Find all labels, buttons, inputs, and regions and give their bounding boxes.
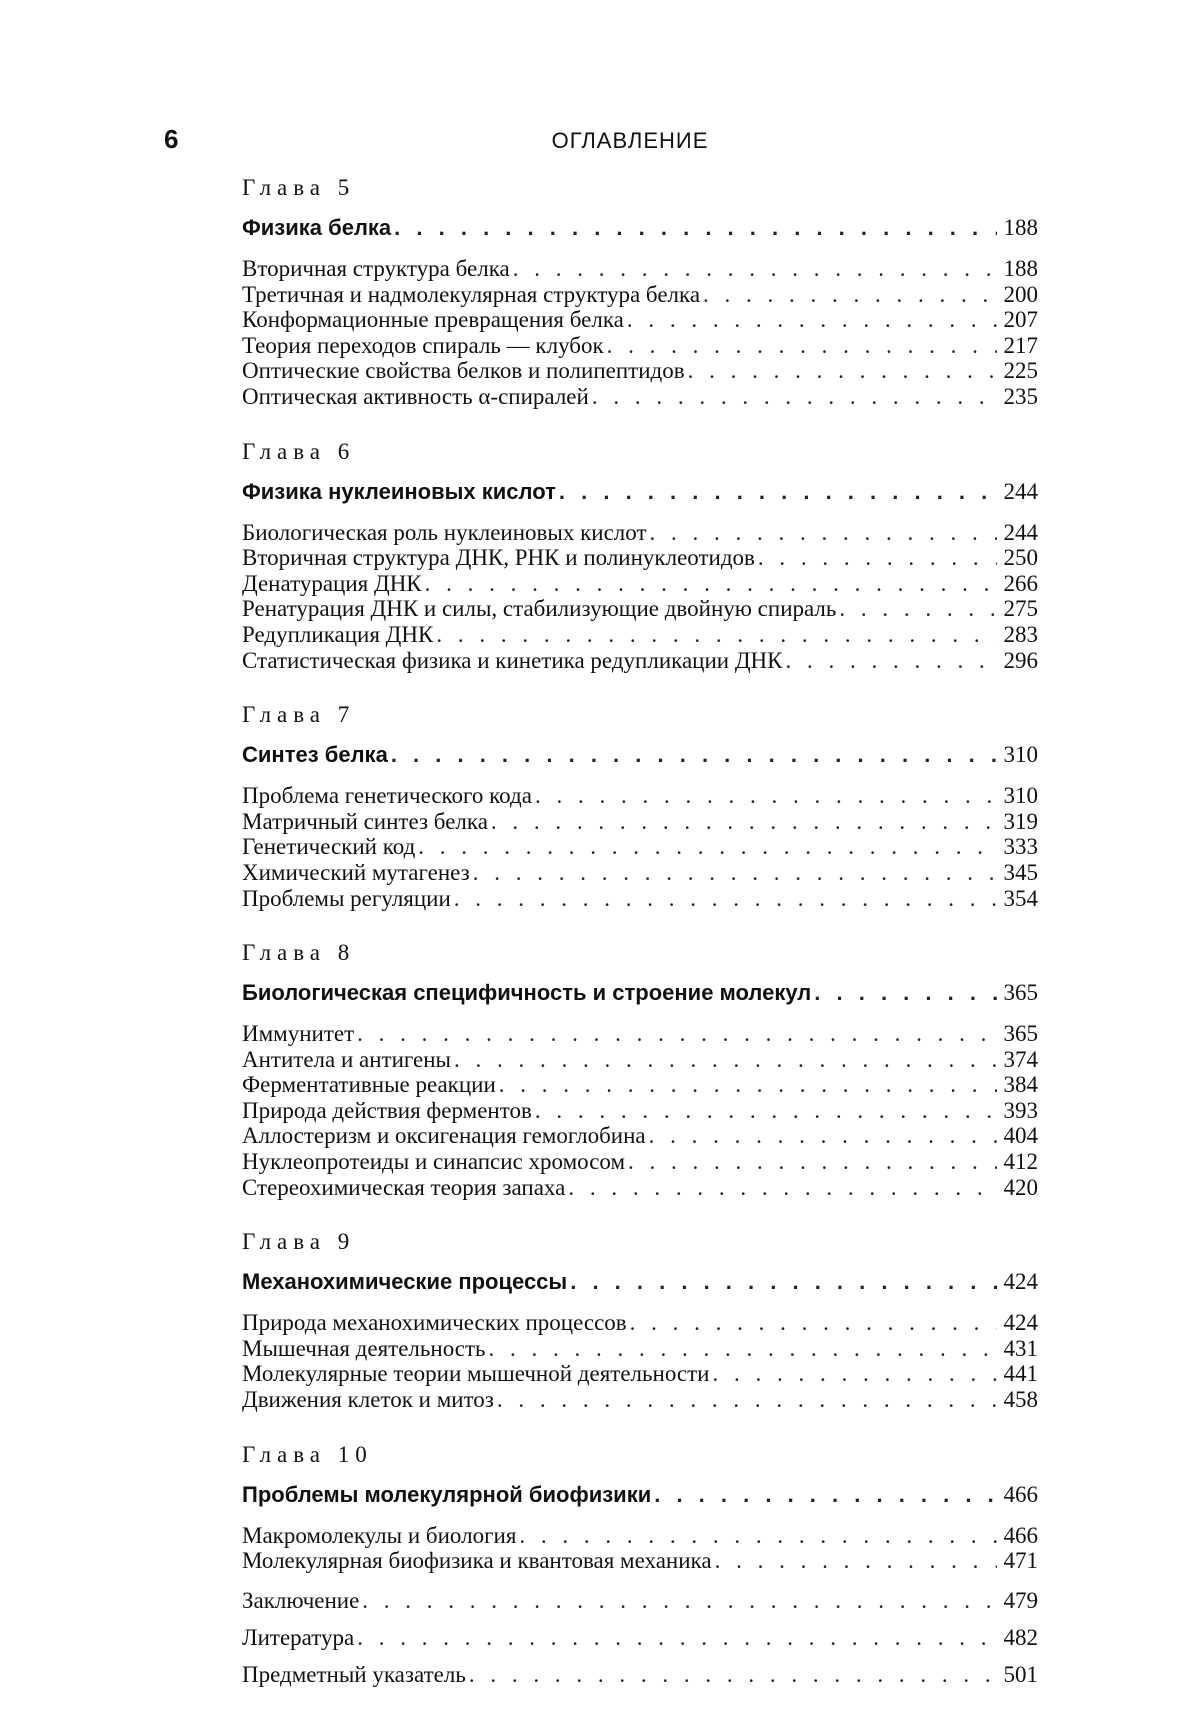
chapter-8 — [242, 933, 1038, 1200]
dot-leader — [592, 384, 997, 410]
entry-title: Генетический код — [242, 834, 416, 860]
entry-title: Аллостеризм и оксигенация гемоглобина — [242, 1123, 646, 1149]
entry-title: Денатурация ДНК — [242, 570, 422, 596]
toc-entry[interactable] — [242, 333, 1038, 359]
toc-entry[interactable] — [242, 1310, 1038, 1336]
dot-leader — [607, 333, 997, 359]
chapter-title-entry[interactable] — [242, 973, 1038, 1013]
dot-leader — [703, 282, 997, 308]
entry-title: Заключение — [242, 1587, 360, 1613]
page-ref: 365 — [1003, 1021, 1038, 1047]
entry-title: Третичная и надмолекулярная структура белка — [242, 281, 701, 307]
page-ref: 244 — [1003, 519, 1038, 545]
dot-leader — [758, 545, 997, 571]
running-head: ОГЛАВЛЕНИЕ — [551, 128, 709, 153]
back-matter — [242, 1582, 1038, 1693]
chapter-title: Биологическая специфичность и строение молекул — [242, 980, 812, 1006]
page-ref: 266 — [1003, 570, 1038, 596]
chapter-9 — [242, 1222, 1038, 1412]
page-ref: 244 — [1003, 478, 1038, 504]
toc-entry[interactable] — [242, 571, 1038, 597]
page-ref: 479 — [1003, 1587, 1038, 1613]
entry-title: Предметный указатель — [242, 1661, 466, 1687]
toc-entry[interactable] — [242, 1072, 1038, 1098]
chapter-title-entry[interactable] — [242, 1262, 1038, 1302]
entry-title: Статистическая физика и кинетика редупликации ДНК — [242, 647, 783, 673]
dot-leader — [497, 1387, 997, 1413]
chapter-label: Глава 6 — [242, 438, 356, 464]
toc-entry[interactable] — [242, 1098, 1038, 1124]
dot-leader — [454, 886, 997, 912]
entry-title: Литература — [242, 1624, 355, 1650]
dot-leader — [715, 1548, 997, 1574]
toc-entry[interactable] — [242, 1021, 1038, 1047]
dot-leader — [394, 208, 997, 248]
chapter-title: Физика нуклеиновых кислот — [242, 478, 556, 504]
entry-title: Антитела и антигены — [242, 1046, 452, 1072]
entry-title: Макромолекулы и биология — [242, 1522, 517, 1548]
page-ref: 275 — [1003, 596, 1038, 622]
page-ref: 319 — [1003, 808, 1038, 834]
page-ref: 225 — [1003, 358, 1038, 384]
page-ref: 345 — [1003, 859, 1038, 885]
entry-title: Стереохимическая теория запаха — [242, 1174, 566, 1200]
entry-title: Химический мутагенез — [242, 859, 470, 885]
chapter-title: Физика белка — [242, 215, 392, 240]
entry-title: Оптические свойства белков и полипептидов — [242, 358, 685, 384]
dot-leader — [489, 1336, 997, 1362]
page-ref: 310 — [1003, 742, 1038, 768]
entry-title: Проблема генетического кода — [242, 783, 532, 809]
table-of-contents — [242, 168, 1038, 1693]
dot-leader — [568, 1175, 997, 1201]
chapter-title-entry[interactable] — [242, 472, 1038, 512]
chapter-title-entry[interactable] — [242, 208, 1038, 248]
toc-entry[interactable] — [242, 860, 1038, 886]
chapter-title: Синтез белка — [242, 742, 388, 768]
dot-leader — [425, 571, 997, 597]
toc-entry[interactable] — [242, 809, 1038, 835]
page-ref: 333 — [1003, 834, 1038, 860]
page-ref: 420 — [1003, 1174, 1038, 1200]
entry-title: Ферментативные реакции — [242, 1072, 496, 1098]
entry-title: Вторичная структура ДНК, РНК и полинуклеотидов — [242, 545, 755, 571]
entry-title: Мышечная деятельность — [242, 1335, 486, 1361]
page-ref: 296 — [1003, 647, 1038, 673]
chapter-label: Глава 10 — [242, 1441, 373, 1467]
toc-entry[interactable] — [242, 1149, 1038, 1175]
page-ref: 217 — [1003, 332, 1038, 358]
dot-leader — [559, 472, 997, 512]
page-ref: 200 — [1003, 281, 1038, 307]
chapter-5 — [242, 168, 1038, 410]
page-ref: 404 — [1003, 1123, 1038, 1149]
entry-title: Биологическая роль нуклеиновых кислот — [242, 519, 647, 545]
chapter-title: Механохимические процессы — [242, 1269, 568, 1295]
entry-title: Матричный синтез белка — [242, 808, 488, 834]
page-ref: 384 — [1003, 1072, 1038, 1098]
entry-title: Движения клеток и митоз — [242, 1387, 494, 1413]
dot-leader — [362, 1582, 997, 1619]
toc-entry[interactable] — [242, 282, 1038, 308]
entry-title: Молекулярные теории мышечной деятельности — [242, 1361, 710, 1387]
dot-leader — [357, 1021, 997, 1047]
chapter-label: Глава 8 — [242, 940, 356, 966]
toc-entry[interactable] — [242, 1123, 1038, 1149]
page-ref: 207 — [1003, 307, 1038, 333]
entry-title: Природа механохимических процессов — [242, 1310, 627, 1336]
dot-leader — [357, 1619, 997, 1656]
page-ref: 250 — [1003, 545, 1038, 571]
page-ref: 310 — [1003, 783, 1038, 809]
dot-leader — [630, 1310, 997, 1336]
toc-entry[interactable] — [242, 1336, 1038, 1362]
entry-title: Теория переходов спираль — клубок — [242, 332, 604, 358]
dot-leader — [535, 783, 997, 809]
dot-leader — [391, 735, 997, 775]
toc-entry[interactable] — [242, 886, 1038, 912]
page-ref: 458 — [1003, 1387, 1038, 1413]
dot-leader — [654, 1475, 997, 1515]
toc-entry[interactable] — [242, 1548, 1038, 1574]
chapter-6 — [242, 432, 1038, 674]
toc-entry[interactable] — [242, 384, 1038, 410]
dot-leader — [436, 622, 997, 648]
dot-leader — [814, 973, 997, 1013]
toc-entry[interactable] — [242, 1361, 1038, 1387]
toc-entry-conclusion[interactable] — [242, 1582, 1038, 1619]
toc-entry[interactable] — [242, 622, 1038, 648]
dot-leader — [491, 809, 997, 835]
entry-title: Иммунитет — [242, 1021, 355, 1047]
dot-leader — [469, 1656, 997, 1693]
chapter-title-entry[interactable] — [242, 735, 1038, 775]
page-ref: 354 — [1003, 885, 1038, 911]
entry-title: Нуклеопротеиды и синапсис хромосом — [242, 1149, 626, 1175]
dot-leader — [627, 307, 997, 333]
toc-entry-literature[interactable] — [242, 1619, 1038, 1656]
dot-leader — [628, 1149, 997, 1175]
page-number: 6 — [164, 124, 179, 154]
toc-entry[interactable] — [242, 834, 1038, 860]
entry-title: Вторичная структура белка — [242, 256, 510, 281]
page-ref: 188 — [1003, 256, 1038, 281]
toc-entry-index[interactable] — [242, 1656, 1038, 1693]
page-ref: 501 — [1003, 1661, 1038, 1687]
page-ref: 412 — [1003, 1149, 1038, 1175]
toc-entry[interactable] — [242, 1175, 1038, 1201]
page-ref: 235 — [1003, 383, 1038, 409]
toc-entry[interactable] — [242, 1387, 1038, 1413]
toc-entry[interactable] — [242, 307, 1038, 333]
toc-entry[interactable] — [242, 1047, 1038, 1073]
dot-leader — [650, 520, 997, 546]
dot-leader — [418, 834, 997, 860]
page-ref: 441 — [1003, 1361, 1038, 1387]
dot-leader — [839, 596, 997, 622]
toc-entry[interactable] — [242, 648, 1038, 674]
dot-leader — [570, 1262, 997, 1302]
toc-entry[interactable] — [242, 358, 1038, 384]
chapter-7 — [242, 695, 1038, 911]
dot-leader — [513, 256, 997, 282]
toc-entry[interactable] — [242, 783, 1038, 809]
toc-entry[interactable] — [242, 596, 1038, 622]
page-ref: 471 — [1003, 1548, 1038, 1574]
chapter-label: Глава 5 — [242, 175, 356, 200]
dot-leader — [688, 358, 997, 384]
toc-entry[interactable] — [242, 520, 1038, 546]
entry-title: Ренатурация ДНК и силы, стабилизующие двойную спираль — [242, 596, 837, 622]
dot-leader — [649, 1123, 997, 1149]
chapter-title-entry[interactable] — [242, 1475, 1038, 1515]
page-ref: 393 — [1003, 1097, 1038, 1123]
dot-leader — [519, 1523, 997, 1549]
entry-title: Проблемы регуляции — [242, 885, 451, 911]
chapter-label: Глава 7 — [242, 702, 356, 728]
entry-title: Конформационные превращения белка — [242, 307, 624, 333]
page-ref: 466 — [1003, 1481, 1038, 1507]
entry-title: Молекулярная биофизика и квантовая механика — [242, 1548, 712, 1574]
dot-leader — [473, 860, 997, 886]
entry-title: Оптическая активность α-спиралей — [242, 383, 589, 409]
page-ref: 188 — [1003, 215, 1038, 240]
dot-leader — [535, 1098, 997, 1124]
page-ref: 424 — [1003, 1269, 1038, 1295]
page-ref: 431 — [1003, 1335, 1038, 1361]
dot-leader — [712, 1361, 997, 1387]
chapter-label: Глава 9 — [242, 1229, 356, 1255]
page-ref: 365 — [1003, 980, 1038, 1006]
dot-leader — [454, 1047, 997, 1073]
chapter-title: Проблемы молекулярной биофизики — [242, 1481, 652, 1507]
toc-entry[interactable] — [242, 256, 1038, 282]
dot-leader — [785, 648, 997, 674]
toc-entry[interactable] — [242, 1523, 1038, 1549]
page-ref: 466 — [1003, 1522, 1038, 1548]
chapter-10 — [242, 1435, 1038, 1574]
dot-leader — [499, 1072, 997, 1098]
page-ref: 424 — [1003, 1310, 1038, 1336]
page-ref: 482 — [1003, 1624, 1038, 1650]
page-ref: 374 — [1003, 1046, 1038, 1072]
toc-entry[interactable] — [242, 545, 1038, 571]
page-ref: 283 — [1003, 621, 1038, 647]
entry-title: Природа действия ферментов — [242, 1097, 532, 1123]
entry-title: Редупликация ДНК — [242, 621, 434, 647]
